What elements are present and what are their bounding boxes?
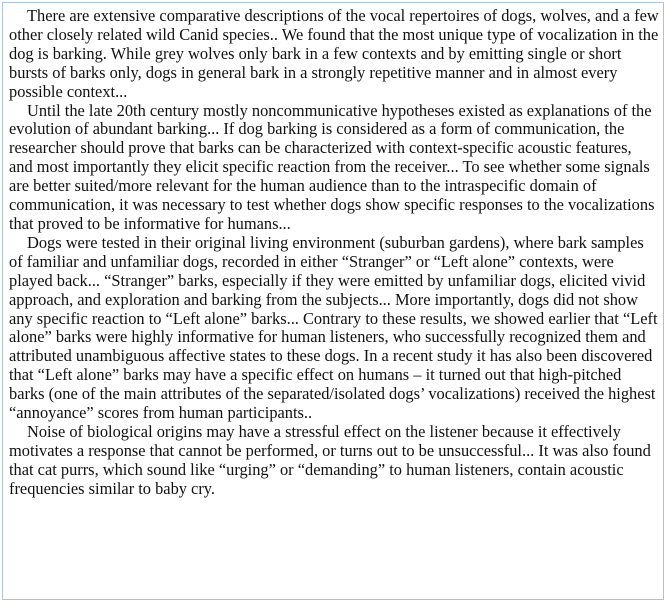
paragraph-3: Dogs were tested in their original living environment (suburban gardens), where bark samples of familiar and unfamiliar dogs, recorded in either “Stranger” or “Left alone” contexts, were played back... “Stranger” barks, especially if they were emitted by unfamiliar dogs, elicited vivid approach, and exploration and barking from the subjects... More importantly, dogs did not show any specific reaction to “Left alone” barks... Contrary to these results, we showed earlier that “Left alone” barks were highly informative for human listeners, who successfully recognized them and attributed unambiguous affective states to these dogs. In a recent study it has also been discovered that “Left alone” barks may have a specific effect on humans – it turned out that high-pitched barks (one of the main attributes of the separated/isolated dogs’ vocalizations) received the highest “annoyance” scores from human participants.. [9,232,658,423]
paragraph-2: Until the late 20th century mostly noncommunicative hypotheses existed as explanations of the evolution of abundant barking... If dog barking is considered as a form of communication, the researcher should prove that barks can be characterized with context-specific acoustic features, and most importantly they elicit specific reaction from the receiver... To see whether some signals are better suited/more relevant for the human audience than to the intraspecific domain of communication, it was necessary to test whether dogs show specific responses to the vocalizations that proved to be informative for humans... [9,100,655,233]
document-frame [2,2,664,600]
reading-passage [3,3,663,499]
paragraph-1: There are extensive comparative descriptions of the vocal repertoires of dogs, wolves, and a few other closely related wild Canid species.. We found that the most unique type of vocalization in the dog is barking. While grey wolves only bark in a few contexts and by emitting single or short bursts of barks only, dogs in general bark in a strongly repetitive manner and in almost every possible context... [9,6,659,101]
paragraph-4: Noise of biological origins may have a stressful effect on the listener because it effectively motivates a response that cannot be performed, or turns out to be unsuccessful... It was also found that cat purrs, which sound like “urging” or “demanding” to human listeners, contain acoustic frequencies similar to baby cry. [9,421,651,498]
